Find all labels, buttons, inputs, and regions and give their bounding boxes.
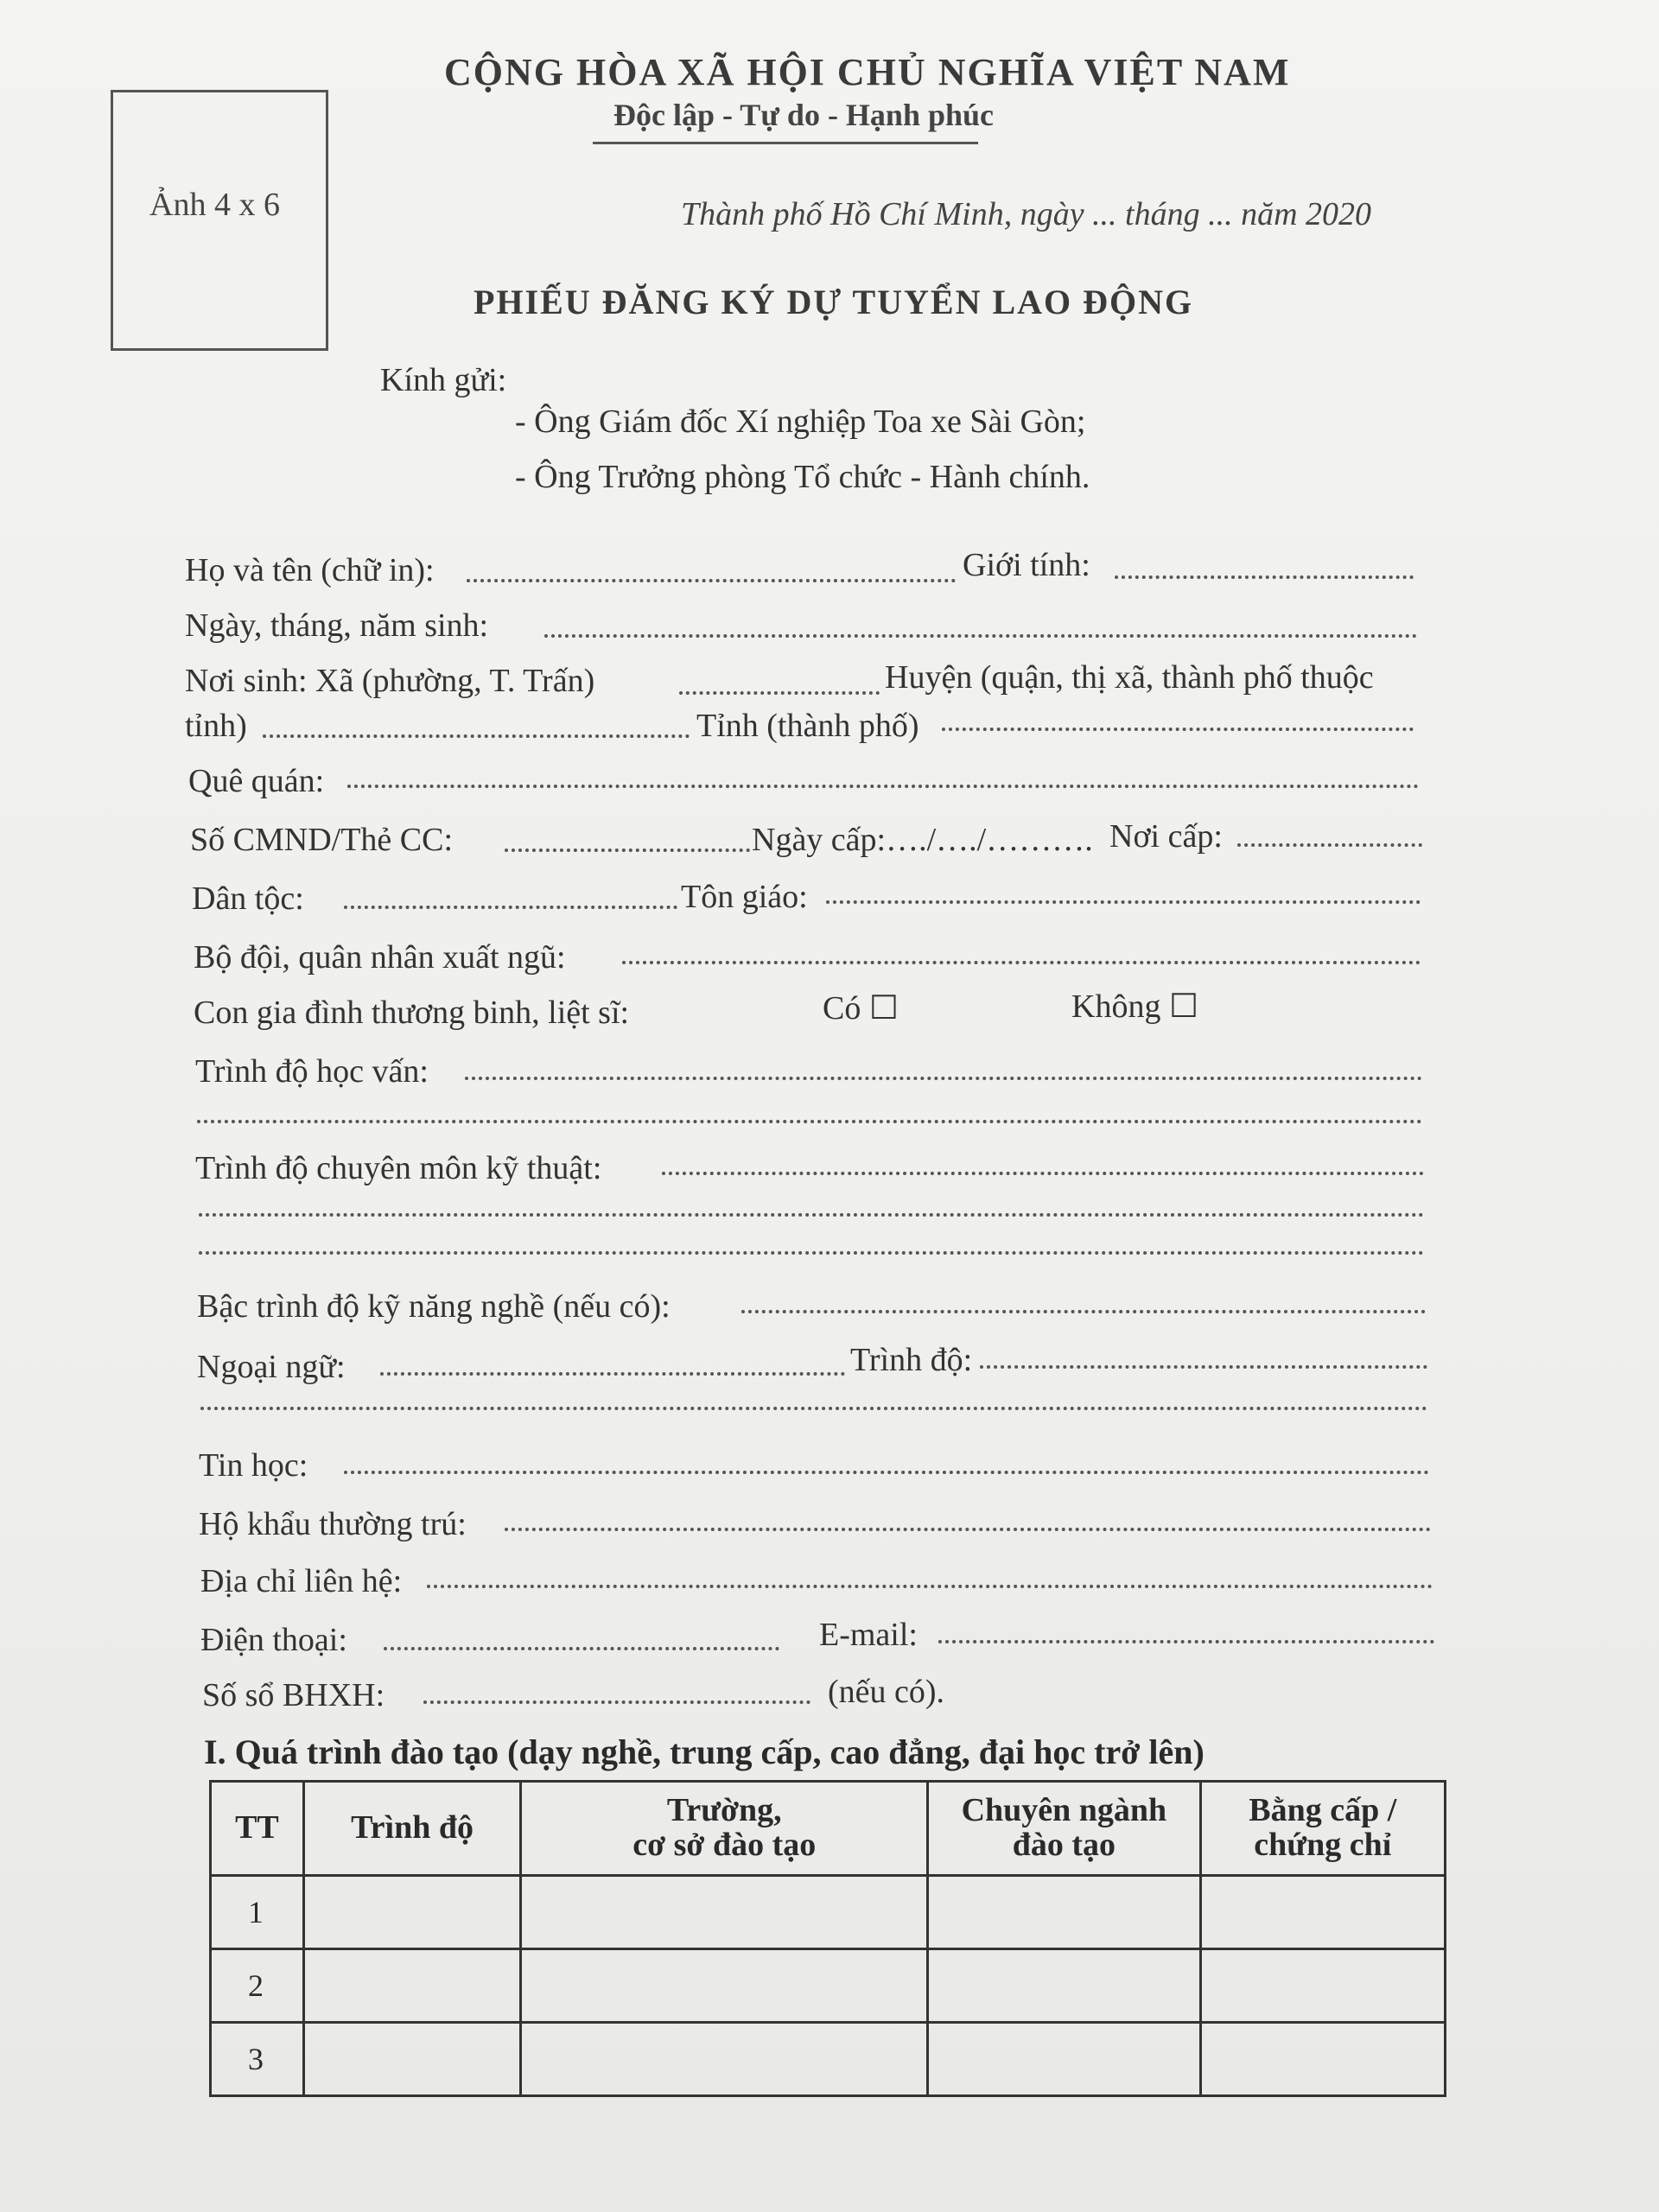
full-name-label: Họ và tên (chữ in): (185, 552, 435, 588)
col-header-degree-line1: Bằng cấp / (1249, 1792, 1397, 1829)
dob-field[interactable] (544, 634, 1417, 638)
technical-label: Trình độ chuyên môn kỹ thuật: (195, 1150, 602, 1186)
it-label: Tin học: (199, 1447, 308, 1484)
yes-checkbox[interactable]: Có ☐ (823, 990, 899, 1027)
col-header-tt: TT (211, 1782, 304, 1876)
training-table (209, 1780, 1446, 2097)
permanent-residence-label: Hộ khẩu thường trú: (199, 1506, 467, 1542)
issue-place-field[interactable] (1237, 843, 1422, 847)
social-insurance-note: (nếu có). (828, 1674, 945, 1710)
birthplace-commune-label: Nơi sinh: Xã (phường, T. Trấn) (185, 663, 595, 699)
gender-field[interactable] (1115, 575, 1414, 579)
foreign-language-field-line2[interactable] (200, 1407, 1427, 1410)
birthplace-district-field[interactable] (263, 734, 690, 738)
national-motto: Độc lập - Tự do - Hạnh phúc (613, 98, 995, 132)
hometown-label: Quê quán: (188, 763, 325, 799)
phone-field[interactable] (384, 1647, 779, 1650)
cell-school[interactable] (521, 1949, 928, 2023)
phone-label: Điện thoại: (200, 1622, 347, 1658)
skill-level-label: Bậc trình độ kỹ năng nghề (nếu có): (197, 1288, 671, 1325)
col-header-school-line2: cơ sở đào tạo (632, 1827, 817, 1863)
cell-school[interactable] (521, 1876, 928, 1949)
cell-major[interactable] (928, 1949, 1200, 2023)
photo-placeholder-box (111, 90, 328, 351)
issue-date-field[interactable]: Ngày cấp:…./…./………. (752, 822, 1093, 858)
cell-major[interactable] (928, 2023, 1200, 2096)
ethnicity-label: Dân tộc: (192, 880, 304, 917)
cell-major[interactable] (928, 1876, 1200, 1949)
cell-level[interactable] (303, 1949, 520, 2023)
education-field[interactable] (465, 1077, 1422, 1080)
id-number-field[interactable] (505, 849, 750, 852)
birthplace-province-label: Tỉnh (thành phố) (696, 708, 919, 744)
cell-school[interactable] (521, 2023, 928, 2096)
cell-level[interactable] (303, 1876, 520, 1949)
technical-field-line2[interactable] (199, 1213, 1424, 1217)
col-header-major (928, 1782, 1200, 1876)
birthplace-commune-field[interactable] (679, 691, 880, 695)
cell-degree[interactable] (1200, 1949, 1445, 2023)
social-insurance-field[interactable] (423, 1700, 810, 1704)
cell-level[interactable] (303, 2023, 520, 2096)
form-title: PHIẾU ĐĂNG KÝ DỰ TUYỂN LAO ĐỘNG (474, 283, 1194, 321)
gender-label: Giới tính: (963, 547, 1090, 583)
email-field[interactable] (938, 1640, 1434, 1643)
no-checkbox[interactable]: Không ☐ (1071, 988, 1199, 1025)
education-label: Trình độ học vấn: (195, 1053, 429, 1090)
education-field-line2[interactable] (197, 1120, 1422, 1123)
veteran-label: Bộ đội, quân nhân xuất ngũ: (194, 939, 566, 976)
language-level-field[interactable] (980, 1365, 1427, 1369)
contact-address-label: Địa chỉ liên hệ: (200, 1563, 403, 1599)
col-header-level: Trình độ (303, 1782, 520, 1876)
religion-label: Tôn giáo: (681, 879, 808, 915)
contact-address-field[interactable] (427, 1585, 1433, 1588)
skill-level-field[interactable] (741, 1310, 1426, 1313)
table-row (211, 1876, 1446, 1949)
cell-degree[interactable] (1200, 2023, 1445, 2096)
training-table-header (211, 1782, 1446, 1876)
social-insurance-label: Số sổ BHXH: (202, 1677, 385, 1713)
recipient-2: - Ông Trưởng phòng Tổ chức - Hành chính. (515, 459, 1090, 495)
col-header-school (521, 1782, 928, 1876)
col-header-major-line2: đào tạo (1012, 1827, 1116, 1863)
col-header-degree (1200, 1782, 1445, 1876)
martyr-family-label: Con gia đình thương binh, liệt sĩ: (194, 995, 630, 1031)
birthplace-province-field[interactable] (942, 728, 1414, 731)
table-row (211, 1949, 1446, 2023)
motto-underline (593, 142, 978, 144)
it-field[interactable] (344, 1471, 1429, 1474)
id-number-label: Số CMND/Thẻ CC: (190, 822, 454, 858)
language-level-label: Trình độ: (850, 1342, 973, 1378)
technical-field[interactable] (662, 1172, 1424, 1175)
foreign-language-label: Ngoại ngữ: (197, 1349, 346, 1385)
ethnicity-field[interactable] (344, 906, 677, 909)
col-header-school-line1: Trường, (666, 1792, 782, 1829)
permanent-residence-field[interactable] (505, 1528, 1431, 1531)
email-label: E-mail: (819, 1617, 918, 1653)
row-number: 2 (211, 1949, 304, 2023)
hometown-field[interactable] (347, 785, 1419, 788)
training-section-title: I. Quá trình đào tạo (dạy nghề, trung cấp, cao đẳng, đại học trở lên) (204, 1732, 1205, 1771)
foreign-language-field[interactable] (380, 1372, 845, 1376)
place-date: Thành phố Hồ Chí Minh, ngày ... tháng ... năm 2020 (681, 196, 1372, 232)
dob-label: Ngày, tháng, năm sinh: (185, 607, 489, 644)
technical-field-line3[interactable] (199, 1251, 1424, 1255)
religion-field[interactable] (826, 900, 1421, 904)
national-title: CỘNG HÒA XÃ HỘI CHỦ NGHĨA VIỆT NAM (444, 51, 1291, 93)
col-header-degree-line2: chứng chỉ (1254, 1827, 1392, 1863)
photo-label: Ảnh 4 x 6 (149, 187, 280, 223)
birthplace-district-cont: tỉnh) (185, 708, 247, 744)
issue-place-label: Nơi cấp: (1109, 818, 1223, 855)
row-number: 1 (211, 1876, 304, 1949)
greeting: Kính gửi: (380, 362, 507, 398)
recipient-1: - Ông Giám đốc Xí nghiệp Toa xe Sài Gòn; (515, 404, 1086, 440)
veteran-field[interactable] (622, 961, 1421, 964)
table-row (211, 2023, 1446, 2096)
birthplace-district-label: Huyện (quận, thị xã, thành phố thuộc (885, 659, 1374, 696)
cell-degree[interactable] (1200, 1876, 1445, 1949)
full-name-field[interactable] (467, 579, 956, 582)
row-number: 3 (211, 2023, 304, 2096)
col-header-major-line1: Chuyên ngành (961, 1792, 1167, 1829)
